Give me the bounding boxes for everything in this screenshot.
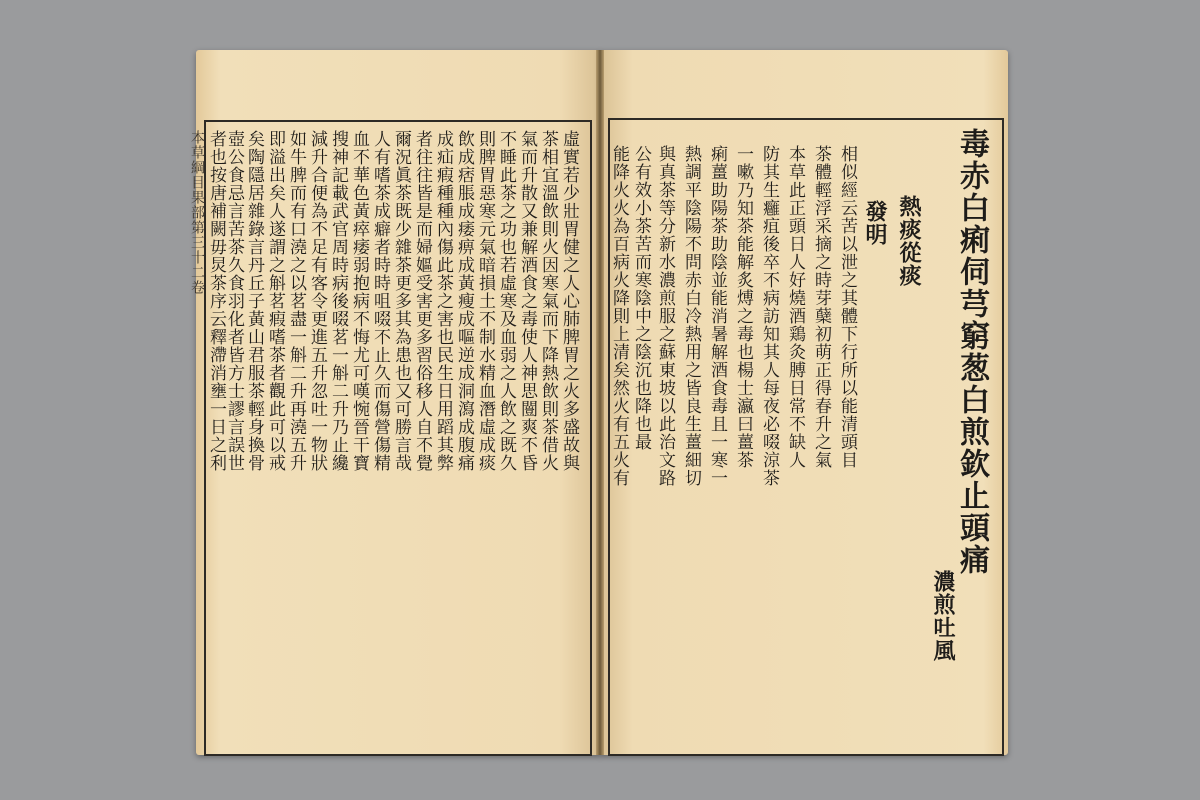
text-column: 茶體輕浮采摘之時芽蘖初萌正得春升之氣 <box>811 145 831 469</box>
text-column: 發明 <box>862 200 888 246</box>
text-column: 公有效小茶苦而寒陰中之陰沉也降也最 <box>631 145 651 451</box>
text-column: 濃煎吐風 <box>930 570 956 662</box>
text-column: 則脾胃惡寒元氣暗損土不制水精血潛虛成痰 <box>475 130 495 472</box>
text-column: 熱調平陰陽不問赤白冷熱用之皆良生薑細切 <box>681 145 701 487</box>
text-column: 茶相宜溫飲則火因寒氣而下降熱飲則茶借火 <box>538 130 558 472</box>
open-book <box>189 50 1008 755</box>
text-column: 本草此正頭日人好燒酒鶏灸膊日常不缺人 <box>785 145 805 469</box>
text-column: 一嗽乃知茶能解炙煿之毒也楊士瀛曰薑茶 <box>733 145 753 469</box>
book-spine-gutter <box>596 50 604 755</box>
text-column: 防其生癰疽後卒不病訪知其人每夜必啜涼茶 <box>759 145 779 487</box>
text-column: 者往往皆是而婦嫗受害更多習俗移人自不覺 <box>412 130 432 472</box>
text-column: 減升合便為不足有客令更進五升忽吐一物狀 <box>307 130 327 472</box>
text-column: 爾況眞茶既少雜茶更多其為患也又可勝言哉 <box>391 130 411 472</box>
text-column: 與真茶等分新水濃煎服之蘇東坡以此治文路 <box>655 145 675 487</box>
text-column: 如牛脾而有口澆之以茗盡一斛二升再澆五升 <box>286 130 306 472</box>
text-column: 血不華色黃瘁痿弱抱病不悔尤可嘆惋晉干寶 <box>349 130 369 472</box>
text-column: 者也按唐補闕毋炅茶序云釋滯消壅一日之利 <box>206 130 226 472</box>
text-column: 熱痰從痰 <box>896 195 922 287</box>
margin-title: 本草綱目果部第三十二卷 <box>189 130 205 295</box>
text-column: 氣而升散又兼解酒食之毒使人神思闓爽不昏 <box>517 130 537 472</box>
text-column: 能降火火為百病火降則上清矣然火有五火有 <box>609 145 629 487</box>
text-column: 矣陶隱居雜錄言丹丘子黃山君服茶輕身換骨 <box>244 130 264 472</box>
text-column: 毒赤白痢伺芎窮葱白煎欽止頭痛 <box>954 128 989 576</box>
text-column: 成疝瘕種種內傷此茶之害也民生日用蹈其弊 <box>433 130 453 472</box>
text-column: 相似經云苦以泄之其體下行所以能清頭目 <box>837 145 857 469</box>
text-column: 搜神記載武官周時病後啜茗一斛二升乃止纔 <box>328 130 348 472</box>
text-column: 人有嗜茶成癖者時時咀啜不止久而傷營傷精 <box>370 130 390 472</box>
text-column: 即溢出矣人遂謂之斛茗瘕嗜茶者觀此可以戒 <box>265 130 285 472</box>
text-column: 飲成痞脹成痿痹成黃瘦成嘔逆成洞瀉成腹痛 <box>454 130 474 472</box>
text-column: 不睡此茶之功也若虛寒及血弱之人飲之既久 <box>496 130 516 472</box>
text-column: 虛實若少壯胃健之人心肺脾胃之火多盛故與 <box>559 130 579 472</box>
text-column: 壺公食忌言苦茶久食羽化者皆方士謬言誤世 <box>224 130 244 472</box>
text-column: 痢薑助陽茶助陰並能消暑解酒食毒且一寒一 <box>707 145 727 487</box>
